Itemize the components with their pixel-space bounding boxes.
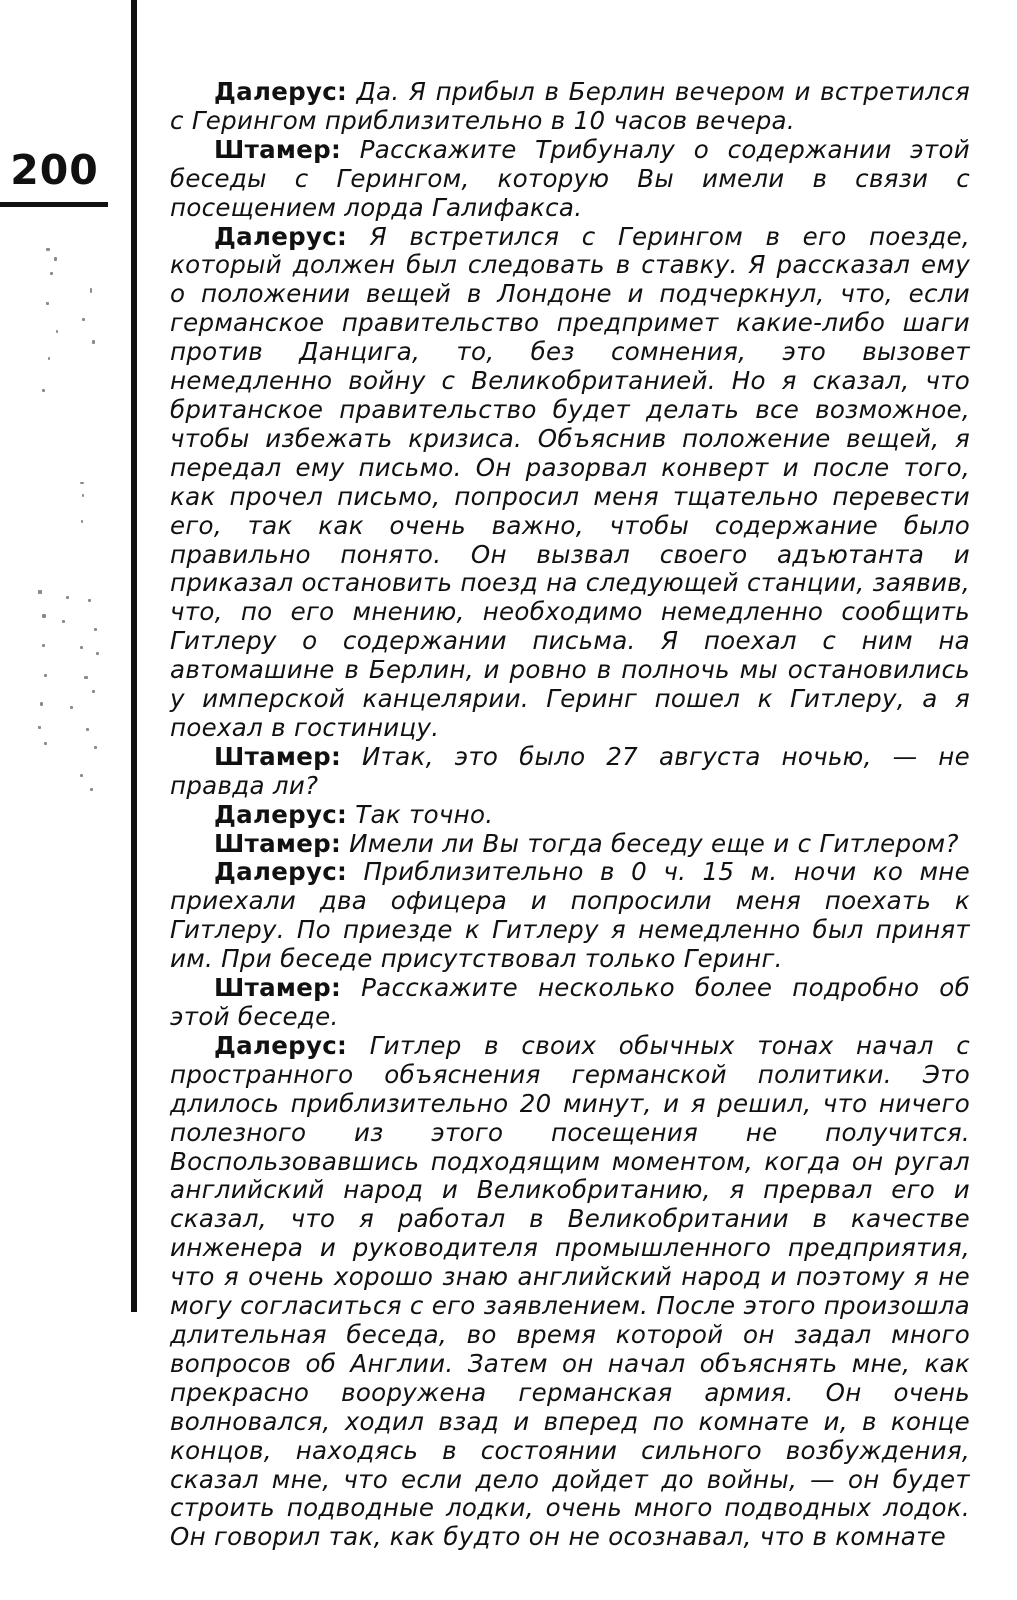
dialogue-paragraph [170,743,970,801]
dialogue-paragraph [170,78,970,136]
paragraph-text: Гитлер в своих обычных тонах начал с пространного объяснения германской политики. Это длилось приблизительно 20 минут, и я решил, что ничего полезного из этого посещения не получится. Воспользовавшись подходящим моментом, когда он ругал английский народ и Великобританию, я прервал его и сказал, что я работал в Великобритании в качестве инженера и руководителя промышленного предприятия, что я очень хорошо знаю английский народ и поэтому я не могу согласиться с его заявлением. После этого произошла длительная беседа, во время которой он задал много вопросов об Англии. Затем он начал объяснять мне, как прекрасно вооружена германская армия. Он очень волновался, ходил взад и вперед по комнате и, в конце концов, находясь в состоянии сильного возбуждения, сказал мне, что если дело дойдет до войны, — он будет строить подводные лодки, очень много подводных лодок. Он говорил так, как будто он не осознавал, что в комнате [170,1030,971,1552]
speaker-label: Далерус: [214,799,348,829]
paragraph-text: Так точно. [355,799,494,829]
speaker-label: Далерус: [214,77,348,106]
margin-rule [131,0,137,1312]
speaker-label: Далерус: [214,221,348,251]
dialogue-paragraph [170,136,970,223]
speaker-label: Далерус: [214,857,348,887]
dialogue-paragraph [170,830,970,859]
dialogue-paragraph [170,1032,970,1552]
dialogue-paragraph [170,974,970,1032]
dialogue-paragraph [170,801,970,830]
dialogue-paragraph [170,858,970,974]
paragraph-text: Итак, это было 27 августа ночью, — не правда ли? [170,741,970,800]
paragraph-text: Расскажите несколько более подробно об этой беседе. [170,973,970,1031]
paragraph-text: Да. Я прибыл в Берлин вечером и встретился с Герингом приблизительно в 10 часов вечера. [170,77,970,135]
speaker-label: Штамер: [214,134,342,164]
paragraph-text: Я встретился с Герингом в его поезде, который должен был следовать в ставку. Я рассказал ему о положении вещей в Лондоне и подчеркнул, что, если германское правительство предпримет какие-либо шаги против Данцига, то, без сомнения, это вызовет немедленно войну с Великобританией. Но я сказал, что британское правительство будет делать все возможное, чтобы избежать кризиса. Объяснив положение вещей, я передал ему письмо. Он разорвал конверт и после того, как прочел письмо, попросил меня тщательно перевести его, так как очень важно, чтобы содержание было правильно понято. Он вызвал своего адъютанта и приказал остановить поезд на следующей станции, заявив, что, по его мнению, необходимо немедленно сообщить Гитлеру о содержании письма. Я поехал с ним на автомашине в Берлин, и ровно в полночь мы остановились у имперской канцелярии. Геринг пошел к Гитлеру, а я поехал в гостиницу. [170,221,970,742]
dialogue-paragraph [170,223,970,743]
paragraph-text: Расскажите Трибуналу о содержании этой беседы с Герингом, которую Вы имели в связи с посещением лорда Галифакса. [170,134,970,222]
speaker-label: Штамер: [214,828,342,858]
paragraph-text: Имели ли Вы тогда беседу еще и с Гитлером? [349,828,959,858]
paragraph-text: Приблизительно в 0 ч. 15 м. ночи ко мне приехали два офицера и попросили меня поехать к Гитлеру. По приезде к Гитлеру я немедленно был принят им. При беседе присутствовал только Геринг. [170,857,970,974]
speaker-label: Штамер: [214,973,342,1003]
document-body [170,78,970,1552]
page-number-rule [0,202,108,207]
speaker-label: Штамер: [214,741,342,771]
page-number: 200 [10,146,99,194]
speaker-label: Далерус: [214,1030,348,1060]
